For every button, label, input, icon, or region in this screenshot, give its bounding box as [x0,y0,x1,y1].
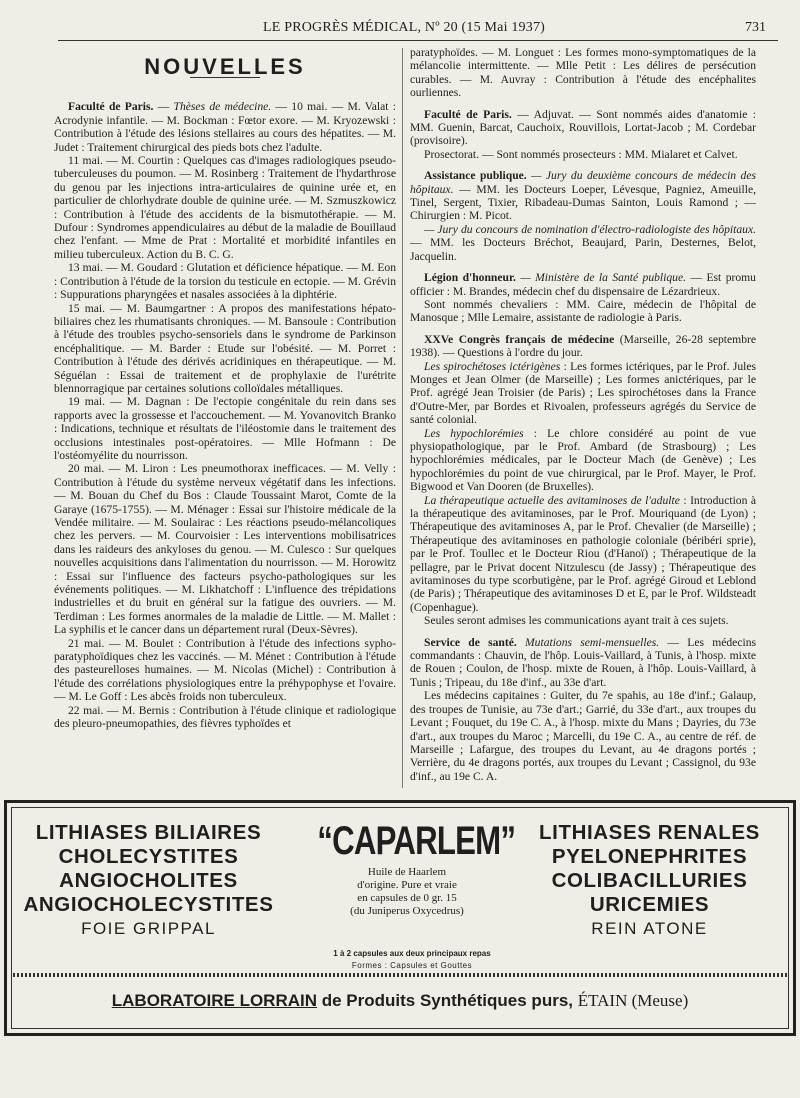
page-number: 731 [745,20,766,35]
news-subheading: — Jury du deuxième concours de médecin des hôpitaux. [410,169,756,196]
ad-dosage: 1 à 2 capsules aux deux principaux repas [333,949,491,958]
ad-indication: ANGIOCHOLITES [59,869,238,892]
ad-lab-city: ÉTAIN (Meuse) [577,991,689,1010]
news-heading: XXVe Congrès français de médecine [424,332,615,346]
news-paragraph: 22 mai. — M. Bernis : Contribution à l'étude clinique et radiologique des pleuro-pneumopathies, des fièvres typhoïdes et [54,703,396,731]
ad-indication: ANGIOCHOLECYSTITES [23,893,274,916]
news-text: — MM. les Docteurs Loeper, Lévesque, Pagniez, Ameuille, Tinel, Sergent, Tixier, Ribadeau-Dumas Sainton, Louis Ramond ; — Chirurgien : M. Picot. [410,182,756,223]
news-subheading: Les hypochlorémies [424,426,524,440]
left-column [54,52,396,731]
ad-description [292,866,522,918]
ad-right-indications [512,821,787,941]
news-paragraph [410,494,756,615]
ad-desc-line: en capsules de 0 gr. 15 [357,892,457,904]
news-paragraph: 11 mai. — M. Courtin : Quelques cas d'images radiologiques pseudo-tuberculeuses du poumon. — M. Rosinberg : Traitement de l'hydarthrose du genou par les injections intra-articulaires de quinine urée et, en particulier de chlorhydrate double de quinine urée. — M. Szmuszkowicz : Contribution à l'étude des accidents de la bismutothérapie. — M. Dufour : Syndromes appendiculaires au début de la maladie de Bouillaud chez l'enfant. — Mme de Prat : Mortalité et morbidité infantiles en milieu tuberculeux. Action du B. C. G. [54,154,396,261]
news-text: — Adjuvat. — Sont nommés aides d'anatomie : MM. Guenin, Barcat, Cauchoix, Rouvillois, Lortat-Jacob ; M. Cordebar (provisoire). [410,107,756,148]
news-paragraph [410,427,756,494]
news-paragraph: 13 mai. — M. Goudard : Glutation et déficience hépatique. — M. Eon : Contribution à l'étude de la torsion du testicule en ectopie. — M. Grévin : Suppurations pharyngées et nasales associées à la diphtérie. [54,261,396,302]
news-paragraph [410,108,756,148]
news-text: : Les formes ictériques, par le Prof. Jules Monges et Jean Olmer (de Marseille) ; Les formes anictériques, par le Prof. agrégé Jean Troisier (de Paris) ; Les spirochétoses dans la France d'Outre-Mer, par Bordes et Rivoalen, professeurs agrégés du Service de santé colonial. [410,359,757,427]
news-paragraph [410,169,756,223]
news-subheading: Thèses de médecine. [173,100,272,114]
news-paragraph [410,360,756,427]
news-heading: Légion d'honneur. [424,271,516,285]
news-paragraph: Faculté de Paris. — Thèses de médecine. — 10 mai. — M. Valat : Acrodynie infantile. — M. Bockman : Fœtor exore. — M. Kryozewski : Contribution à l'étude des lésions stellaires au cours des hépatites. — M. Judet : Traitement chirurgical des pieds bots chez l'adulte. [54,100,396,154]
ad-indication: PYELONEPHRITES [551,845,748,868]
ad-indication: LITHIASES RENALES [539,821,760,844]
news-text: — Est promu officier : M. Brandes, médecin chef du dispensaire de Lézardrieux. [410,271,756,298]
news-heading: Faculté de Paris. [424,107,512,121]
journal-title: LE PROGRÈS MÉDICAL, Nº 20 (15 Mai 1937) [263,20,546,35]
section-title: NOUVELLES [144,54,306,79]
news-text: : Le chlore considéré au point de vue physiopathologique, par le Prof. Ambard (de Strasbourg) ; Les hypochlorémies médicales, par le Docteur Mach (de Genève) ; Les hypochlorémies du point de vue chirurgical, par le Prof. Mayer, le Prof. Bigwood et Van Dooren (de Bruxelles). [410,426,757,494]
ad-indication: COLIBACILLURIES [551,869,748,892]
news-paragraph: Prosectorat. — Sont nommés prosecteurs : MM. Mialaret et Calvet. [424,147,738,161]
news-paragraph [410,271,756,298]
news-paragraph: 19 mai. — M. Dagnan : De l'ectopie congénitale du rein dans ses rapports avec la grossesse et l'accouchement. — M. Yovanovitch Branko : Indications, technique et résultats de l'iléostomie dans le traitement des occlusions intestinales post-opératoires. — Mlle Hofmann : De l'ostéomyélite du nourrisson. [54,395,396,462]
ad-indication: CHOLECYSTITES [58,845,239,868]
ad-dotted-rule [13,973,787,977]
news-heading: Service de santé. [424,635,517,649]
news-subheading: La thérapeutique actuelle des avitaminoses de l'adulte [424,493,680,507]
news-text: — Les médecins commandants : Chauvin, de l'hôp. Louis-Vaillard, à Tunis, à l'hosp. mixte de Rouen ; Coulon, de l'hosp. mixte de Rouen, à l'hôp. Louis-Vaillard, à Tunis ; Tripeau, du 18e d'inf., au 33e d'art. [410,635,757,689]
ad-forms: Formes : Capsules et Gouttes [351,961,473,970]
news-paragraph: 21 mai. — M. Boulet : Contribution à l'étude des infections sypho-paratyphoïdiques chez les vaccinés. — M. Ménet : Contribution à l'étude des pasteurelloses humaines. — M. Nicolas (Michel) : Contribution à l'étude des corrélations physiologiques entre la préhypophyse et l'ovaire. — M. Le Goff : Les abcès froids non tuberculeux. [54,636,396,704]
news-subheading: Les spirochétoses ictérigènes [424,359,561,373]
news-paragraph: Seules seront admises les communications ayant trait à ces sujets. [424,614,729,628]
news-paragraph [410,223,756,263]
ad-indication: FOIE GRIPPAL [81,919,216,938]
news-paragraph: 15 mai. — M. Baumgartner : A propos des manifestations hépato-biliaires chez les rhumatisants chroniques. — M. Bansoule : Contribution à l'étude des troubles psycho-sensoriels dans le syndrome de Parkinson encéphalitique. — M. Barder : Etude sur l'obésité. — M. Porret : Contribution à l'étude des dérivés acridiniques en thérapeutique. — M. Séguélan : Essai de traitement et de prophylaxie de l'urétrite blennorragique par certaines solutions colloïdales métalliques. [54,301,396,395]
news-text: — MM. les Docteurs Bréchot, Beaujard, Parin, Desternes, Belot, Jacquelin. [410,236,756,263]
news-paragraph: Sont nommés chevaliers : MM. Caire, médecin de l'hôpital de Manosque ; Mlle Lemaire, assistante de radiologie à Paris. [410,297,756,325]
news-subheading: Mutations semi-mensuelles. [516,635,660,649]
news-paragraph [410,333,756,360]
news-heading: Faculté de Paris. [68,100,154,114]
page-header [58,18,770,42]
ad-indication: URICEMIES [589,893,710,916]
news-subheading: — Ministère de la Santé publique. [515,271,687,285]
right-column [410,46,756,783]
ad-left-indications [11,821,286,941]
news-paragraph: 20 mai. — M. Liron : Les pneumothorax inefficaces. — M. Velly : Contribution à l'étude du système nerveux végétatif dans les infections. — M. Bouan du Chef du Bos : Claude Toussaint Marot, Comte de la Garaye (1675-1755). — M. Ménager : Essai sur l'histoire médicale de la Vendée militaire. — M. Soulairac : Les réactions pseudo-mélancoliques chez les pervers. — M. Courvoisier : Les interventions mobilisatrices dans les raideurs des ankyloses du genou. — M. Culesco : Sur quelques nouvelles acquisitions dans l'alimentation du nourrisson. — M. Horowitz : Essai sur l'influence des facteurs psycho-pathologiques sur les événements politiques. — M. Likhatchoff : L'influence des trépidations industrielles et du bruit en général sur la fatigue des ouvriers. — M. Terdiman : Les formes anormales de la maladie de Little. — M. Mallet : La syphilis et le cancer dans un département rural (Deux-Sèvres). [54,462,396,637]
ad-indication: LITHIASES BILIAIRES [35,821,262,844]
news-heading: Assistance publique. [424,169,527,183]
ad-desc-line: (du Juniperus Oxycedrus) [350,905,464,917]
news-text: (Marseille, 26-28 septembre 1938). — Questions à l'ordre du jour. [410,332,756,360]
ad-desc-line: d'origine. Pure et vraie [357,879,457,891]
advertisement [4,800,796,1036]
ad-indication: REIN ATONE [591,919,708,938]
ad-lab-name: LABORATOIRE LORRAIN [111,991,318,1010]
news-paragraph: Les médecins capitaines : Guiter, du 7e spahis, au 18e d'inf.; Galaup, des troupes de Tunisie, au 73e d'art.; Garrié, du 33e d'art., aux troupes du Levant ; Fouquet, du 19e C. A., à l'hosp. mixte du Mans ; Dayries, du 73e d'art., aux troupes du Maroc ; Marcelli, du 19e C. A., au centre de réf. de Marseille ; Lafargue, des troupes du Levant, au 4e dragons portés ; Verrière, du 4e dragons portés, aux troupes du Levant ; Cassignol, du 93e d'inf., au 19e C. A. [410,689,756,783]
news-text: — 10 mai. — M. Valat : Acrodynie infantile. — M. Bockman : Fœtor exore. — M. Kryozewski : Contribution à l'étude des lésions stellaires au cours des hépatites. — M. Judet : Traitement chirurgical des pieds bots chez l'adulte. [54,100,396,154]
header-rule [58,40,778,41]
news-text: : Introduction à la thérapeutique des avitaminoses, par le Prof. Mouriquand (de Lyon) ; Thérapeutique des avitaminoses A, par le Prof. Chevalier (de Marseille) ; Thérapeutique des avitaminoses en pathologie coloniale (béribéri sprie), par le Prof. Toullec et le Docteur Riou (d'Hanoï) ; Thérapeutique de la pellagre, par le Privat docent Nitzulescu (de Jassy) ; Thérapeutique des avitaminoses du type scorbutigène, par le Prof. agrégé Giroud et Leblond (de Paris) ; Thérapeutique des avitaminoses D et E, par le Prof. Wildsteadt (Copenhague). [410,493,757,614]
ad-lab-products: de Produits Synthétiques purs, [317,991,578,1010]
news-paragraph: paratyphoïdes. — M. Longuet : Les formes mono-symptomatiques de la mélancolie intermittente. — Mlle Petit : Les délires de persécution curables. — M. Auvray : Contribution à l'étude des encéphalites ourliennes. [410,46,756,100]
news-subheading: — Jury du concours de nomination d'électro-radiologiste des hôpitaux. [424,222,756,236]
ad-brand: “CAPARLEM” [317,819,516,863]
news-paragraph [410,636,756,690]
column-divider [402,48,403,788]
ad-product [292,819,522,918]
ad-laboratory [7,991,793,1011]
ad-desc-line: Huile de Haarlem [367,866,447,878]
